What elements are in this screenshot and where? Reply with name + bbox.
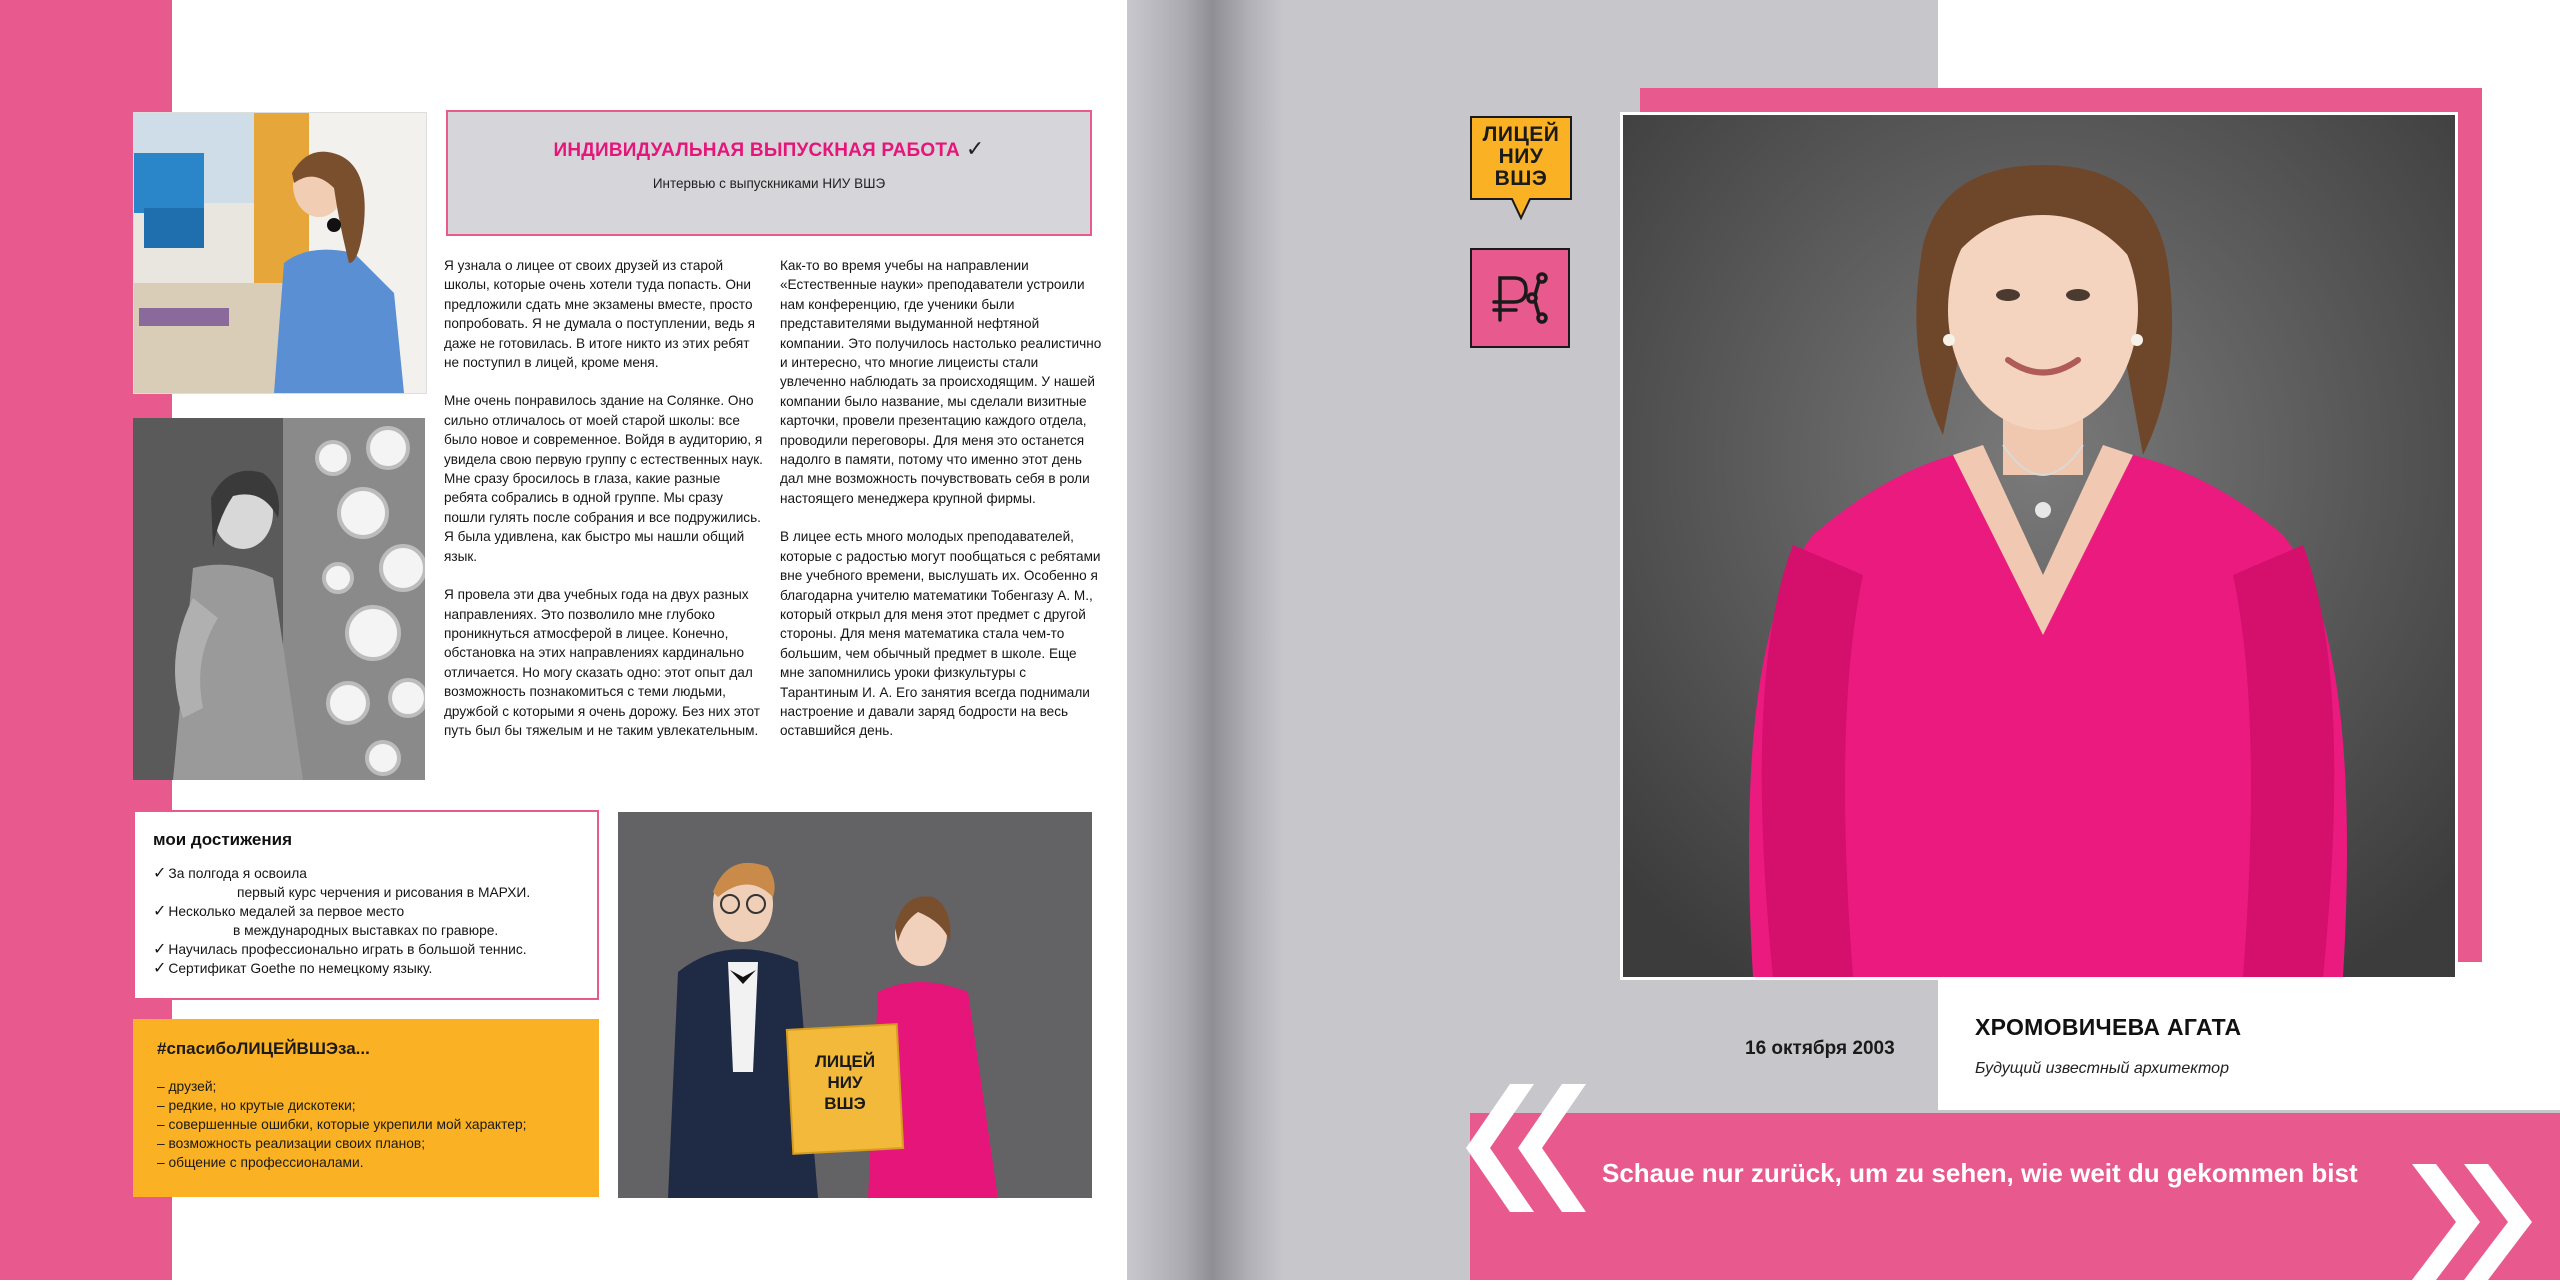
birth-date: 16 октября 2003 (1745, 1038, 1895, 1059)
thanks-line: – возможность реализации своих планов; (157, 1136, 426, 1151)
article-subtitle: Интервью с выпускниками НИУ ВШЭ (652, 176, 886, 191)
logo-line: ЛИЦЕЙ (1482, 123, 1560, 146)
thanks-line: – друзей; (157, 1079, 217, 1094)
book-logo-line: ВШЭ (824, 1094, 866, 1113)
achievement-item-continuation: в международных выставках по гравюре. (233, 923, 499, 938)
thanks-title: #спасибоЛИЦЕЙВШЭза... (157, 1039, 370, 1058)
book-logo-line: ЛИЦЕЙ (814, 1052, 876, 1071)
photo-bw-portrait (133, 418, 425, 780)
quote-text: Schaue nur zurück, um zu sehen, wie weit du gekommen bist (1602, 1158, 2358, 1188)
logo-line: ВШЭ (1494, 167, 1548, 190)
check-icon: ✓ (153, 865, 167, 882)
book-logo-line: НИУ (827, 1073, 863, 1092)
paragraph: Как-то во время учебы на направлении «Естественные науки» преподаватели устроили нам конференцию, где ученики были представителями выдуманной нефтяной компании. Это получилось настолько реалистично и интересно, что многие лицеисты стали увлеченно наблюдать за происходящим. У нашей компании было название, мы сделали визитные карточки, провели презентацию каждого отдела, проводили переговоры. Для меня это останется надолго в памяти, потому что именно этот день дал мне возможность почувствовать себя в роли настоящего менеджера крупной фирмы. (780, 258, 1102, 506)
photo-graduates-with-book (618, 812, 1092, 1198)
check-icon: ✓ (153, 903, 167, 920)
check-icon: ✓ (965, 136, 985, 161)
ruble-share-icon (1470, 248, 1570, 348)
achievements-title: мои достижения (153, 830, 293, 849)
interview-column-1 (444, 256, 766, 759)
logo-text (1468, 124, 1574, 190)
achievement-item: ✓ За полгода я освоила первый курс черчения и рисования в МАРХИ. (153, 864, 597, 902)
check-icon: ✓ (153, 960, 167, 977)
interview-column-2 (780, 256, 1104, 760)
achievements-box (133, 810, 599, 1000)
graduate-name: ХРОМОВИЧЕВА АГАТА (1975, 1014, 2242, 1040)
paragraph: Я узнала о лицее от своих друзей из старой школы, которые очень хотели туда попасть. Они предложили сдать мне экзамены вместе, просто попробовать. Я не думала о поступлении, ведь я даже не готовилась. В итоге никто из этих ребят не поступил в лицей, кроме меня. (444, 258, 755, 371)
photo-student-at-desk (133, 112, 427, 394)
logo-line: НИУ (1498, 145, 1544, 168)
article-header-box (446, 110, 1092, 236)
paragraph: Я провела эти два учебных года на двух разных направлениях. Это позволило мне глубоко проникнуться атмосферой в лицее. Конечно, обстановка на этих направлениях кардинально отличается. Но могу сказать одно: этот опыт дал возможность познакомиться с теми людьми, дружбой с которыми я очень дорожу. Без них этот путь был бы тяжелым и не таким увлекательным. (444, 587, 761, 738)
quote-banner (1470, 1113, 2560, 1280)
article-title (448, 136, 1090, 162)
thanks-line: – совершенные ошибки, которые укрепили мой характер; (157, 1117, 527, 1132)
chevrons-left-icon (1450, 1078, 1590, 1223)
lyceum-logo (1468, 114, 1574, 222)
thanks-line: – общение с профессионалами. (157, 1155, 364, 1170)
paragraph: Мне очень понравилось здание на Солянке. Оно сильно отличалось от моей старой школы: все было новое и современное. Войдя в аудиторию, я увидела свою первую группу с естественных наук. Мне сразу бросилось в глаза, какие разные ребята собрались в одной группе. Мы сразу пошли гулять после собрания и все подружились. Я была удивлена, как быстро мы нашли общий язык. (444, 393, 763, 564)
paragraph: В лицее есть много молодых преподавателей, которые с радостью могут пообщаться с ребятами вне учебного времени, выслушать их. Особенно я благодарна учителю математики Тобенгазу А. М., который открыл для меня этот предмет с другой стороны. Для меня математика стала чем-то большим, чем обычный предмет в школе. Еще мне запомнились уроки физкультуры с Тарантиным И. А. Его занятия всегда поднимали настроение и давали заряд бодрости на весь оставшийся день. (780, 529, 1101, 739)
portrait-photo (1620, 112, 2458, 980)
achievement-item-continuation: первый курс черчения и рисования в МАРХИ. (237, 885, 531, 900)
achievement-item: ✓ Несколько медалей за первое место в международных выставках по гравюре. (153, 902, 597, 940)
chevrons-right-icon (2408, 1160, 2548, 1285)
thanks-box (133, 1019, 599, 1197)
graduate-role: Будущий известный архитектор (1975, 1060, 2229, 1077)
achievement-item: ✓ Сертификат Goethe по немецкому языку. (153, 960, 433, 977)
article-title-text: ИНДИВИДУАЛЬНАЯ ВЫПУСКНАЯ РАБОТА (553, 140, 960, 161)
check-icon: ✓ (153, 941, 167, 958)
achievement-item: ✓ Научилась профессионально играть в большой теннис. (153, 941, 527, 958)
book-gutter (1127, 0, 1282, 1280)
thanks-line: – редкие, но крутые дискотеки; (157, 1098, 356, 1113)
